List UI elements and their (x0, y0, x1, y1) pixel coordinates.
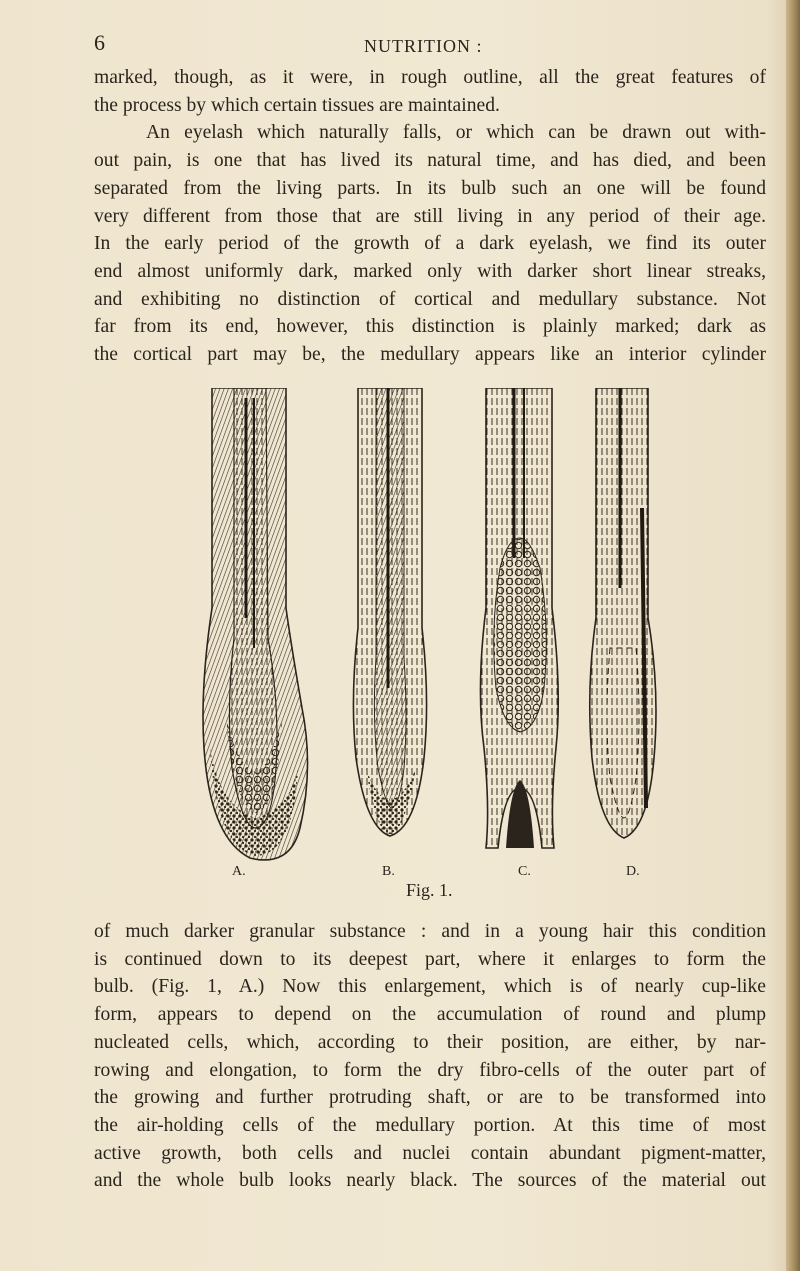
text-line: bulb. (Fig. 1, A.) Now this enlargement, which is of nearly cup-like (94, 976, 766, 998)
text-line: In the early period of the growth of a dark eyelash, we find its outer (94, 233, 766, 255)
hair-bulb-a (203, 388, 308, 860)
text-line: rowing and elongation, to form the dry fibro-cells of the outer part of (94, 1059, 766, 1081)
text-line: of much darker granular substance : and in a young hair this condition (94, 921, 766, 942)
text-line: the process by which certain tissues are maintained. (94, 94, 500, 116)
text-line: is continued down to its deepest part, where it enlarges to form the (94, 948, 766, 970)
text-line: very different from those that are still living in any period of their age. (94, 205, 766, 227)
page-edge-shadow (786, 0, 800, 1271)
figure-letter-d: D. (626, 864, 640, 879)
paragraph-top (94, 64, 766, 369)
text-line: separated from the living parts. In its bulb such an one will be found (94, 177, 766, 199)
figure-letter-c: C. (518, 864, 531, 879)
text-line: out pain, is one that has lived its natural time, and has died, and been (94, 150, 766, 172)
figure-caption: Fig. 1. (406, 880, 453, 900)
text-line: the cortical part may be, the medullary appears like an interior cylinder (94, 344, 766, 366)
page-number: 6 (94, 30, 105, 55)
hair-bulb-b (353, 388, 426, 836)
figure-letter-a: A. (232, 864, 246, 879)
text-line: end almost uniformly dark, marked only with darker short linear streaks, (94, 260, 766, 282)
text-line: and the whole bulb looks nearly black. The sources of the material out (94, 1170, 766, 1192)
text-line: and exhibiting no distinction of cortical and medullary substance. Not (94, 288, 766, 310)
text-line: An eyelash which naturally falls, or which can be drawn out with- (146, 122, 766, 144)
text-line: marked, though, as it were, in rough outline, all the great features of (94, 67, 766, 88)
text-line: far from its end, however, this distinction is plainly marked; dark as (94, 316, 766, 338)
text-line: nucleated cells, which, according to their position, are either, by nar- (94, 1031, 766, 1053)
paragraph-bottom (94, 918, 766, 1195)
figure-letter-b: B. (382, 864, 395, 879)
text-line: active growth, both cells and nuclei contain abundant pigment-matter, (94, 1142, 766, 1164)
hair-bulb-d (590, 388, 656, 838)
hair-bulb-c (480, 388, 558, 848)
text-line: form, appears to depend on the accumulation of round and plump (94, 1004, 766, 1026)
text-line: the air-holding cells of the medullary portion. At this time of most (94, 1114, 766, 1136)
text-line: the growing and further protruding shaft, or are to be transformed into (94, 1087, 766, 1109)
figure-hair-bulbs (190, 388, 666, 886)
running-head: NUTRITION : (364, 36, 483, 56)
